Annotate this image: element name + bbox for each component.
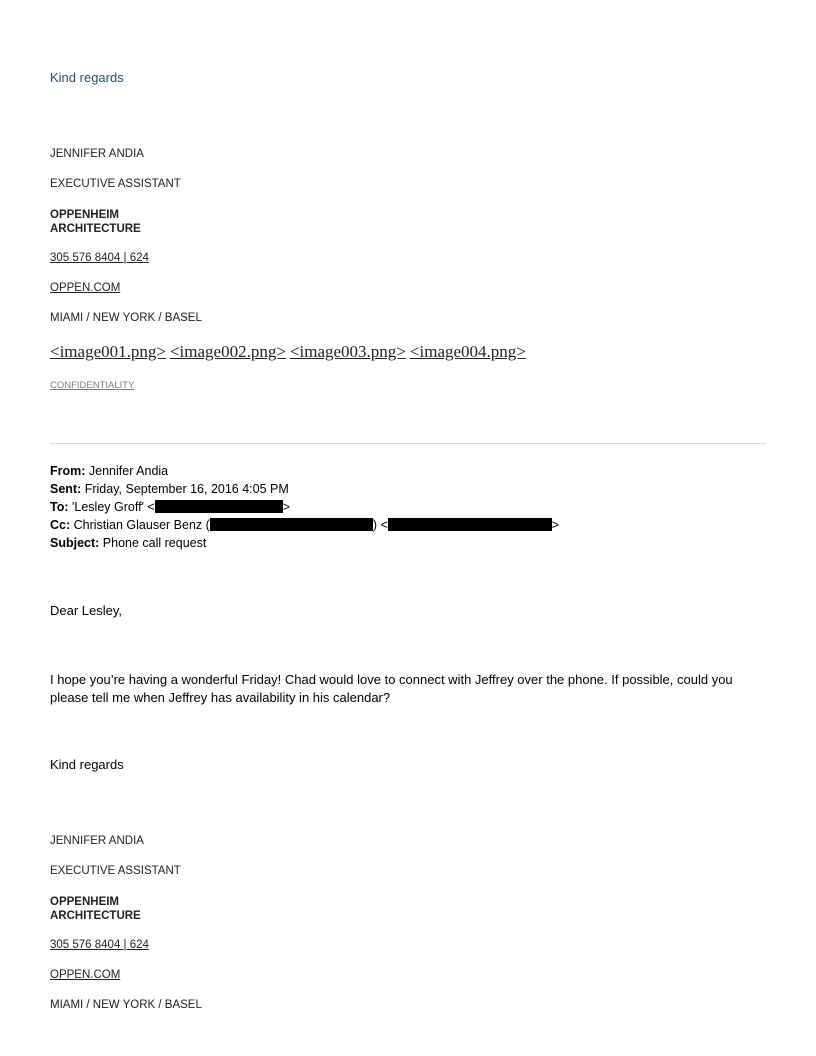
bottom-sig-website-link[interactable]: OPPEN.COM [50,969,121,981]
from-label: From: [50,464,86,478]
body-paragraph-line1: I hope you’re having a wonderful Friday! Chad would love to connect with Jeffrey over the phone. If possible, could you [50,672,733,687]
body-paragraph [50,671,733,707]
body-paragraph-line2: please tell me when Jeffrey has availability in his calendar? [50,690,391,705]
redaction-box [155,500,283,513]
bottom-sig-company-line2: ARCHITECTURE [50,910,141,922]
image-attachments [50,342,530,362]
top-sig-name: JENNIFER ANDIA [50,148,144,160]
sent-value: Friday, September 16, 2016 4:05 PM [84,482,289,496]
image-attachment-4[interactable]: <image004.png> [409,342,526,361]
confidentiality-link[interactable]: CONFIDENTIALITY [50,380,135,391]
top-sig-company-line1: OPPENHEIM [50,209,120,221]
top-closing: Kind regards [50,70,124,85]
top-sig-title: EXECUTIVE ASSISTANT [50,178,181,190]
to-label: To: [50,500,69,514]
sent-label: Sent: [50,482,82,496]
image-attachment-1[interactable]: <image001.png> [50,342,166,361]
bottom-sig-title: EXECUTIVE ASSISTANT [50,865,181,877]
cc-value: Christian Glauser Benz ( [73,518,210,532]
top-sig-locations: MIAMI / NEW YORK / BASEL [50,312,202,324]
bottom-sig-name: JENNIFER ANDIA [50,835,144,847]
redaction-box [388,518,552,531]
cc-label: Cc: [50,518,71,532]
from-value: Jennifer Andia [88,464,169,478]
top-sig-company-line2: ARCHITECTURE [50,223,141,235]
redaction-box [210,518,373,531]
image-attachment-3[interactable]: <image003.png> [289,342,406,361]
to-value: 'Lesley Groff' < [72,500,155,514]
email-header [50,462,559,552]
top-sig-website-link[interactable]: OPPEN.COM [50,282,121,294]
separator-rule [50,443,766,444]
image-attachment-2[interactable]: <image002.png> [169,342,286,361]
greeting: Dear Lesley, [50,603,123,618]
bottom-sig-locations: MIAMI / NEW YORK / BASEL [50,999,202,1011]
subject-value: Phone call request [102,536,207,550]
cc-close: > [551,518,560,532]
subject-label: Subject: [50,536,100,550]
top-sig-company [50,208,141,236]
subject-line [50,534,559,552]
cc-line [50,516,559,534]
from-line [50,462,559,480]
bottom-sig-phone-link[interactable]: 305 576 8404 | 624 [50,939,149,951]
to-line [50,498,559,516]
bottom-sig-company [50,895,141,923]
body-closing: Kind regards [50,757,124,772]
bottom-sig-company-line1: OPPENHEIM [50,896,120,908]
cc-mid: ) < [372,518,388,532]
to-close: > [282,500,291,514]
top-sig-phone-link[interactable]: 305 576 8404 | 624 [50,252,149,264]
sent-line [50,480,559,498]
